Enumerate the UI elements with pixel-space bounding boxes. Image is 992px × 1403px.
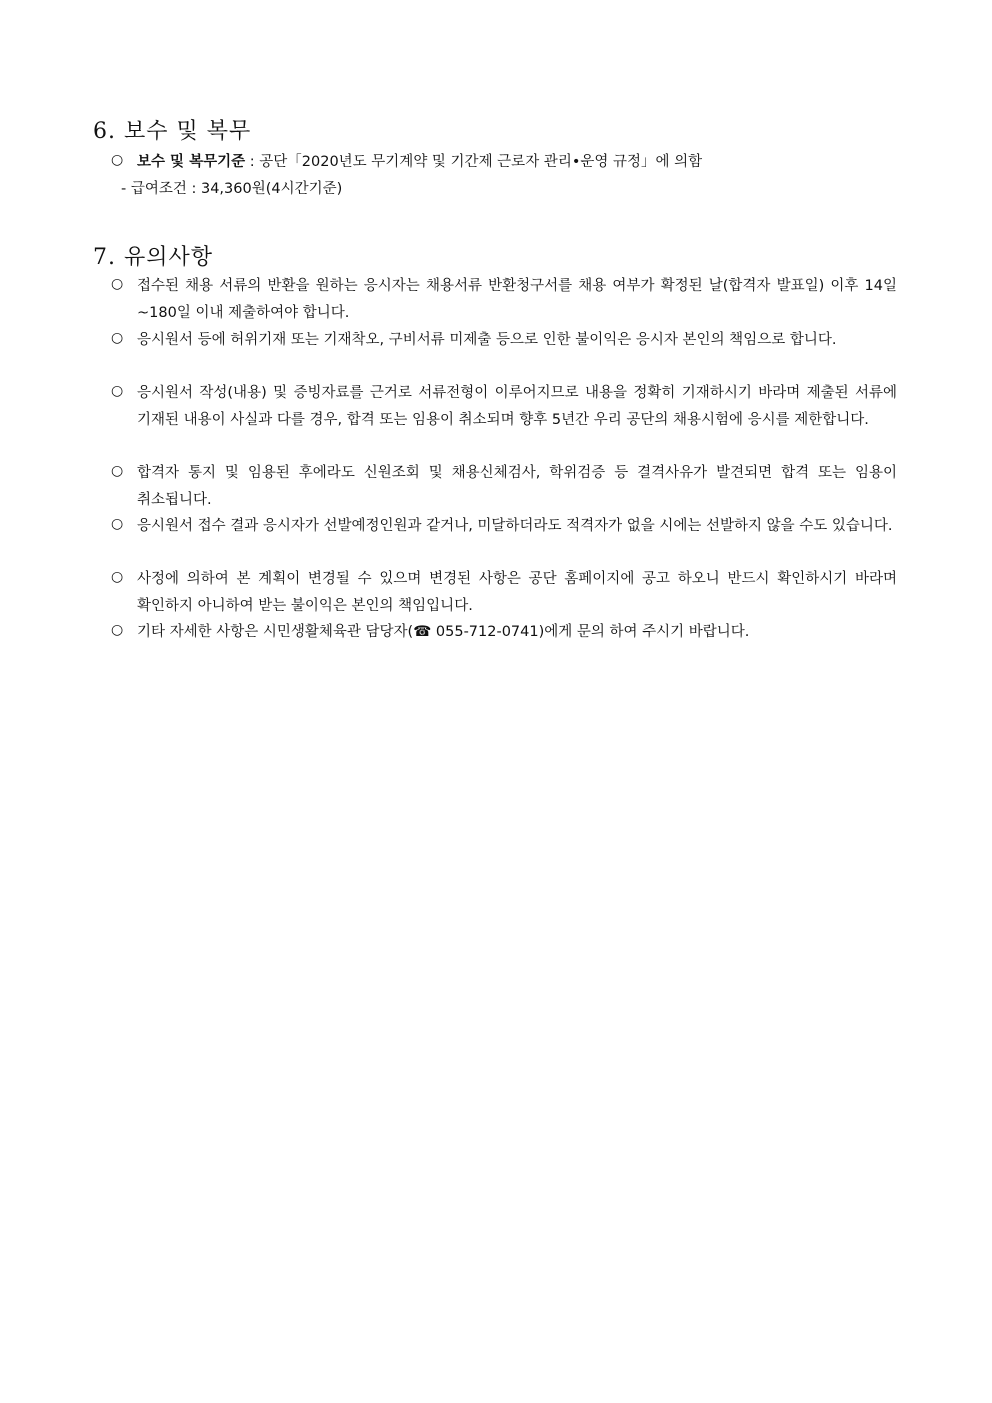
notice-item: 응시원서 등에 허위기재 또는 기재착오, 구비서류 미제출 등으로 인한 불이익은 응시자 본인의 책임으로 합니다. — [137, 332, 837, 348]
section-6-title: 6. 보수 및 복무 — [93, 119, 252, 144]
bullet-circle-icon: ○ — [111, 569, 124, 585]
section-7-title: 7. 유의사항 — [93, 245, 213, 270]
bullet-circle-icon: ○ — [111, 622, 124, 638]
notice-item: 응시원서 작성(내용) 및 증빙자료를 근거로 서류전형이 이루어지므로 내용을 정확히 기재하시기 바라며 제출된 서류에 기재된 내용이 사실과 다를 경우, 합격 또는 임용이 취소되며 향후 5년간 우리 공단의 채용시험에 응시를 제한합니다. — [137, 385, 897, 428]
notice-item: 기타 자세한 사항은 시민생활체육관 담당자(☎ 055-712-0741)에게 문의 하여 주시기 바랍니다. — [137, 624, 750, 640]
notice-item: 합격자 통지 및 임용된 후에라도 신원조회 및 채용신체검사, 학위검증 등 결격사유가 발견되면 합격 또는 임용이 취소됩니다. — [137, 465, 897, 508]
pay-standard-label: 보수 및 복무기준 — [137, 154, 246, 170]
pay-condition-line: - 급여조건 : 34,360원(4시간기준) — [121, 181, 343, 197]
bullet-circle-icon: ○ — [111, 152, 124, 168]
bullet-circle-icon: ○ — [111, 383, 124, 399]
bullet-circle-icon: ○ — [111, 463, 124, 479]
bullet-circle-icon: ○ — [111, 276, 124, 292]
bullet-circle-icon: ○ — [111, 330, 124, 346]
notice-item: 사정에 의하여 본 계획이 변경될 수 있으며 변경된 사항은 공단 홈페이지에 공고 하오니 반드시 확인하시기 바라며 확인하지 아니하여 받는 불이익은 본인의 책임입니다. — [137, 571, 897, 614]
notice-item: 응시원서 접수 결과 응시자가 선발예정인원과 같거나, 미달하더라도 적격자가 없을 시에는 선발하지 않을 수도 있습니다. — [137, 518, 893, 534]
pay-standard-text: : 공단「2020년도 무기계약 및 기간제 근로자 관리•운영 규정」에 의함 — [245, 154, 703, 170]
pay-standard-line — [137, 152, 702, 172]
bullet-circle-icon: ○ — [111, 516, 124, 532]
notice-item: 접수된 채용 서류의 반환을 원하는 응시자는 채용서류 반환청구서를 채용 여부가 확정된 날(합격자 발표일) 이후 14일~180일 이내 제출하여야 합니다. — [137, 278, 897, 321]
